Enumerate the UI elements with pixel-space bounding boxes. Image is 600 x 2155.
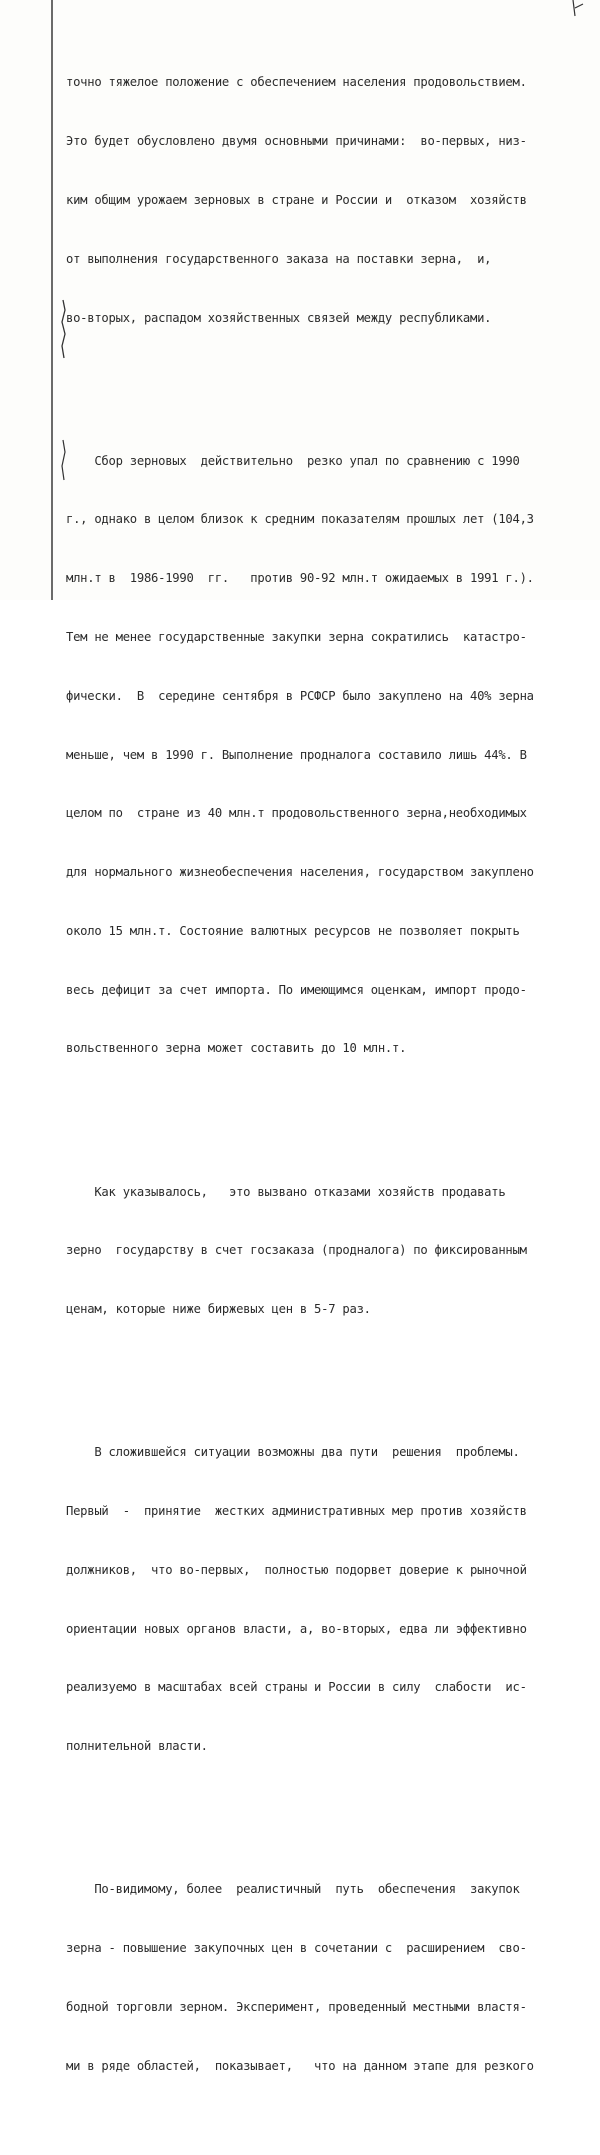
text-line: фически. В середине сентября в РСФСР было закуплено на 40% зерна <box>66 688 534 703</box>
text-line: г., однако в целом близок к средним показателям прошлых лет (104,3 <box>66 512 534 527</box>
text-line: для нормального жизнеобеспечения населения, государством закуплено <box>66 865 534 880</box>
text-line: вольственного зерна может составить до 10 млн.т. <box>66 1041 407 1056</box>
text-line: около 15 млн.т. Состояние валютных ресурсов не позволяет покрыть <box>66 923 520 938</box>
text-line: Сбор зерновых действительно резко упал по сравнению с 1990 <box>66 453 520 468</box>
text-line: Как указывалось, это вызвано отказами хозяйств продавать <box>66 1184 506 1199</box>
paragraph-4 <box>66 1398 586 1796</box>
text-line: полнительной власти. <box>66 1739 208 1754</box>
text-line: ориентации новых органов власти, а, во-вторых, едва ли эффективно <box>66 1621 527 1636</box>
paragraph-3 <box>66 1137 586 1359</box>
paragraph-1 <box>66 34 586 367</box>
paragraph-2 <box>66 406 586 1098</box>
text-line: во-вторых, распадом хозяйственных связей между республиками. <box>66 310 492 325</box>
paragraph-5 <box>66 1835 586 2115</box>
text-line: ким общим урожаем зерновых в стране и России и отказом хозяйств <box>66 192 527 207</box>
text-line: В сложившейся ситуации возможны два пути решения проблемы. <box>66 1445 520 1460</box>
text-line: зерно государству в счет госзаказа (продналога) по фиксированным <box>66 1243 527 1258</box>
text-line: должников, что во-первых, полностью подорвет доверие к рыночной <box>66 1562 527 1577</box>
margin-line <box>51 0 53 600</box>
text-line: Первый - принятие жестких административных мер против хозяйств <box>66 1504 527 1519</box>
text-line: зерна - повышение закупочных цен в сочетании с расширением сво- <box>66 1941 527 1956</box>
text-line: млн.т в 1986-1990 гг. против 90-92 млн.т ожидаемых в 1991 г.). <box>66 571 534 586</box>
text-line: бодной торговли зерном. Эксперимент, проведенный местными властя- <box>66 1999 527 2014</box>
text-line: ми в ряде областей, показывает, что на данном этапе для резкого <box>66 2058 534 2073</box>
text-line: Тем не менее государственные закупки зерна сократились катастро- <box>66 630 527 644</box>
text-line: точно тяжелое положение с обеспечением населения продовольствием. <box>66 75 527 90</box>
text-line: ценам, которые ниже биржевых цен в 5-7 раз. <box>66 1302 371 1317</box>
text-line: меньше, чем в 1990 г. Выполнение продналога составило лишь 44%. В <box>66 747 527 762</box>
document-body <box>66 0 586 2155</box>
text-line: целом по стране из 40 млн.т продовольственного зерна,необходимых <box>66 806 527 821</box>
text-line: весь дефицит за счет импорта. По имеющимся оценкам, импорт продо- <box>66 982 527 997</box>
text-line: реализуемо в масштабах всей страны и России в силу слабости ис- <box>66 1680 527 1695</box>
text-line: Это будет обусловлено двумя основными причинами: во-первых, низ- <box>66 134 527 149</box>
text-line: от выполнения государственного заказа на поставки зерна, и, <box>66 251 492 266</box>
text-line: По-видимому, более реалистичный путь обеспечения закупок <box>66 1882 520 1897</box>
